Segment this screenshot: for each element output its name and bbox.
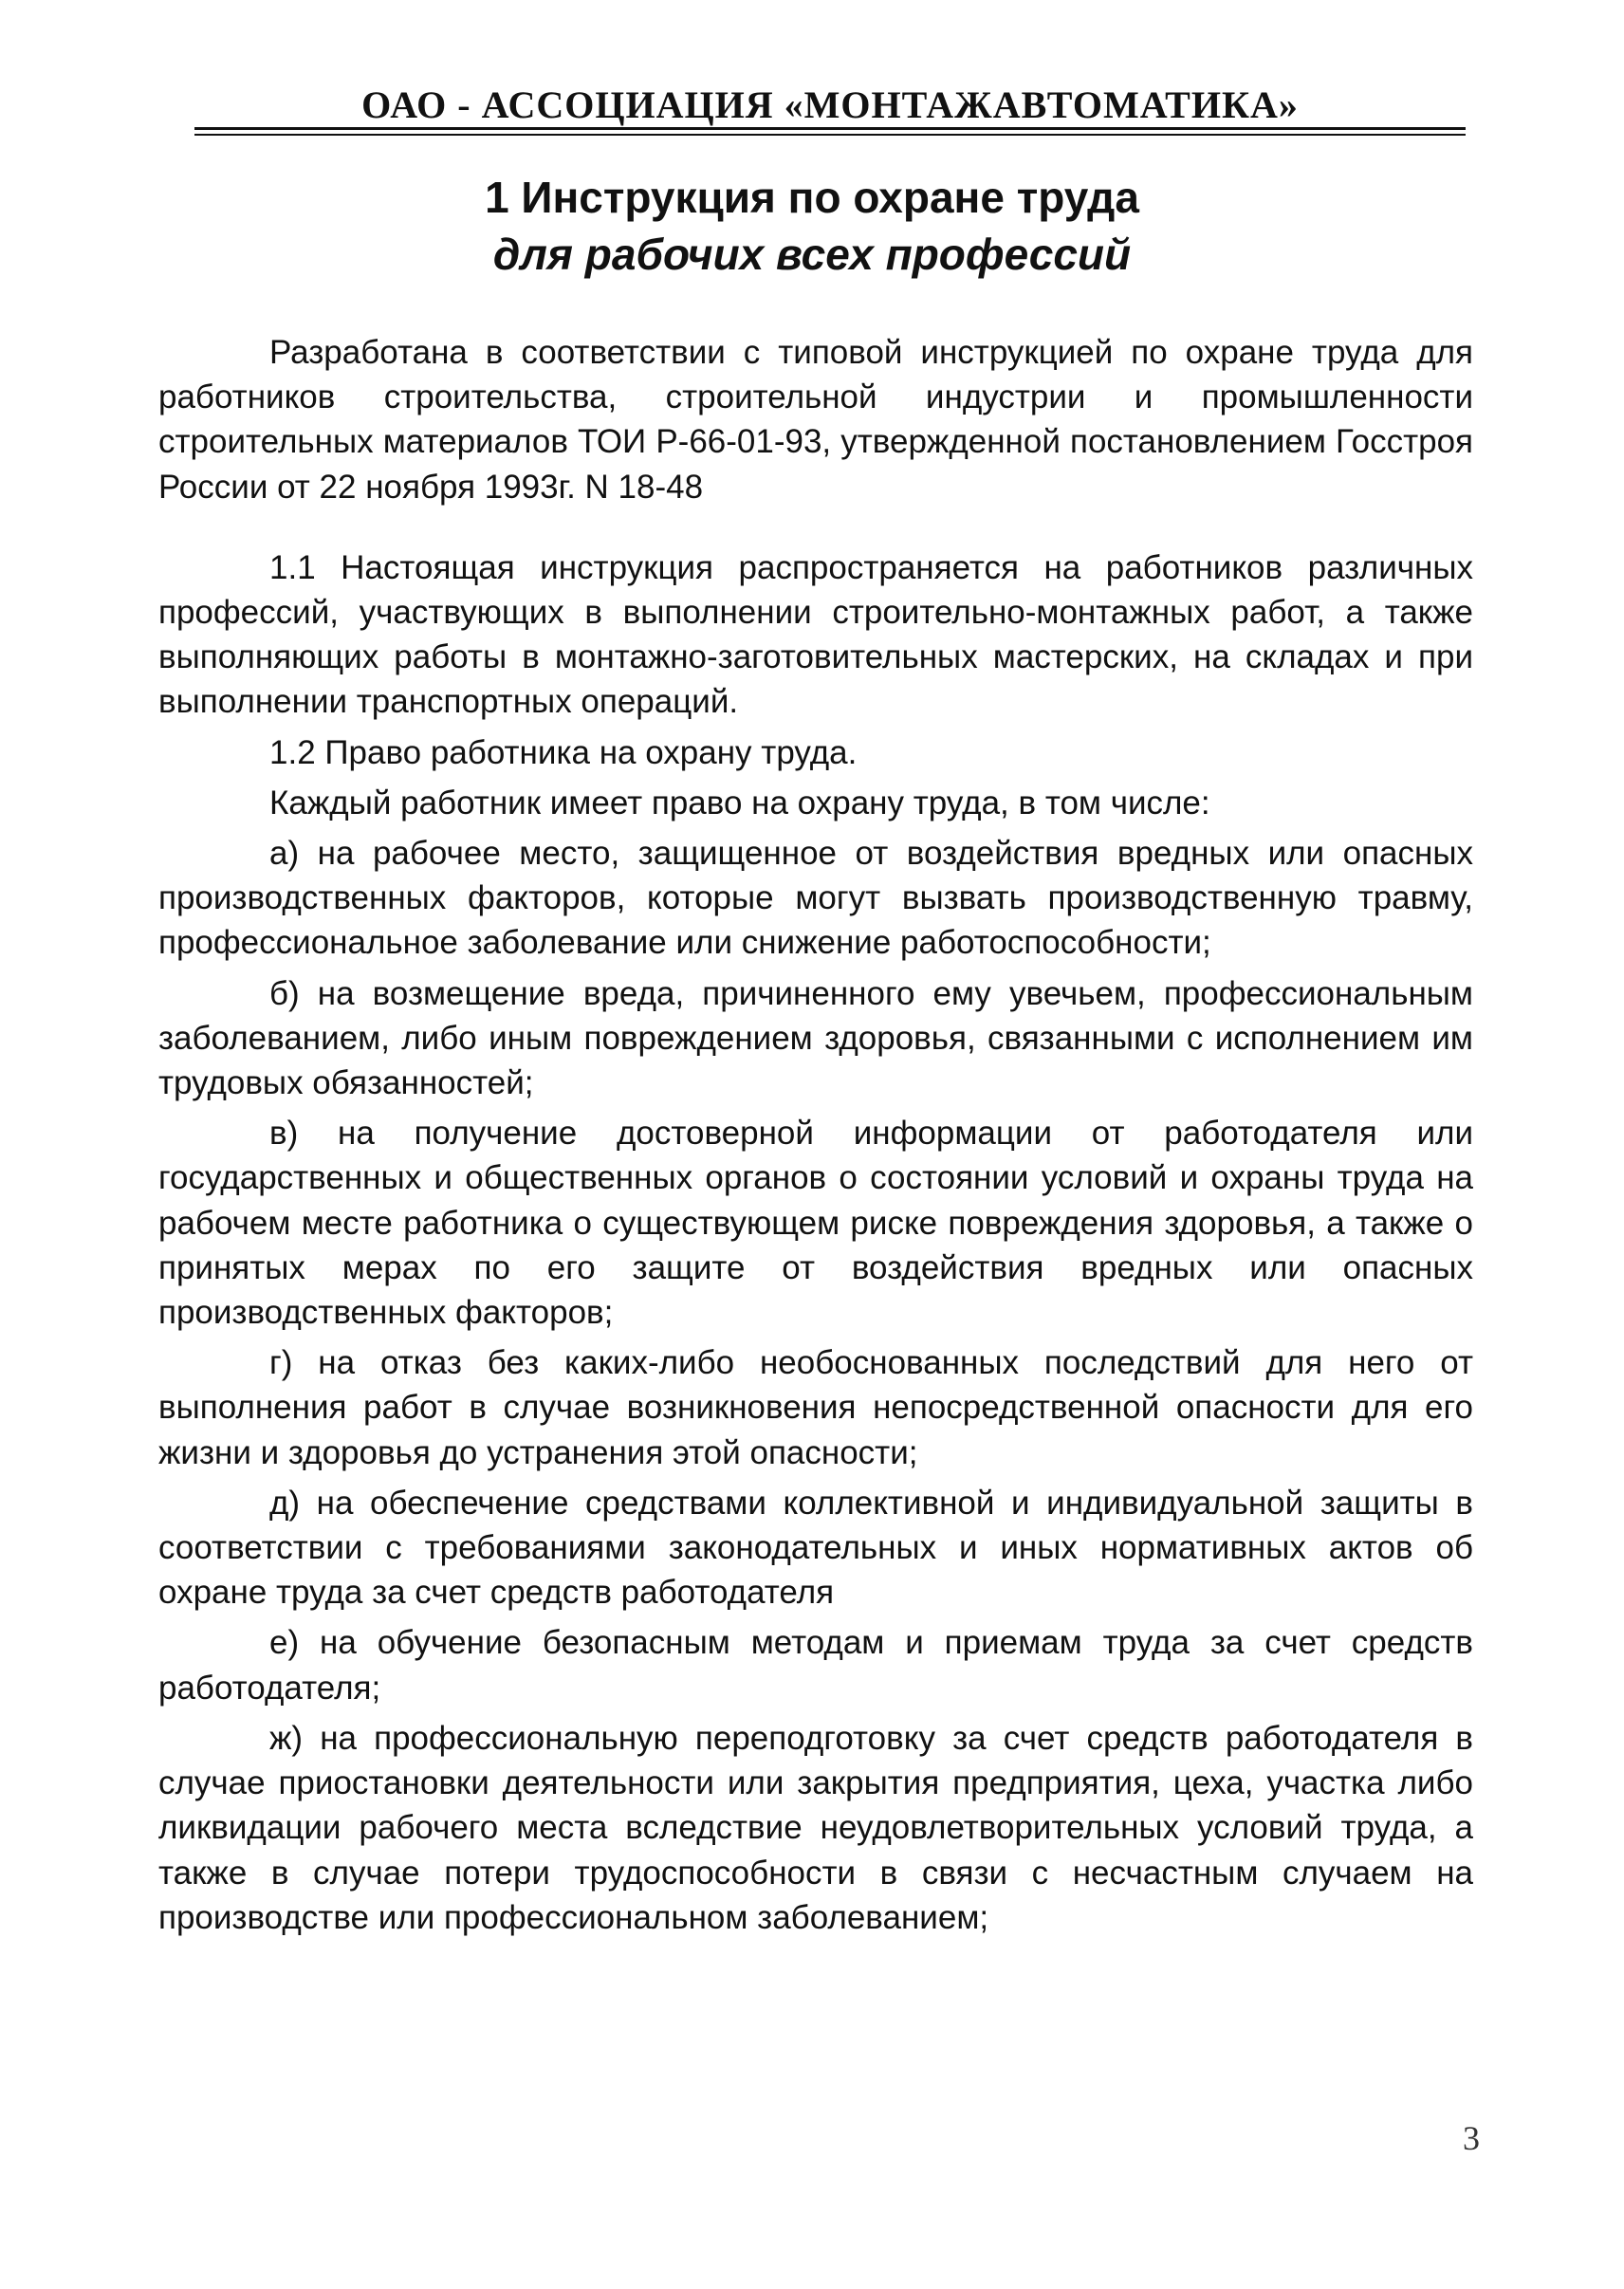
rights-intro: Каждый работник имеет право на охрану труда, в том числе: (269, 784, 1210, 821)
page-number: 3 (1463, 2119, 1480, 2157)
organization-name: ОАО - АССОЦИАЦИЯ «МОНТАЖАВТОМАТИКА» (361, 83, 1299, 126)
right-item-e: е) на обучение безопасным методам и приемам труда за счет средств работодателя; (158, 1624, 1473, 1707)
right-item-zh: ж) на профессиональную переподготовку за счет средств работодателя в случае приостановки деятельности или закрытия предприятия, цеха, участка либо ликвидации рабочего места вследствие неудовлетворительных условий труда, а также в случае потери трудоспособности в связи с несчастным случаем на производстве или профессиональном заболеванием; (158, 1719, 1473, 1936)
document-body (158, 330, 1473, 1940)
document-title (0, 169, 1624, 283)
right-item-d: д) на обеспечение средствами коллективной и индивидуальной защиты в соответствии с требованиями законодательных и иных нормативных актов об охране труда за счет средств работодателя (158, 1484, 1473, 1612)
intro-paragraph: Разработана в соответствии с типовой инструкцией по охране труда для работников строительства, строительной индустрии и промышленности строительных материалов ТОИ Р-66-01-93, утвержденной постановлением Госстроя России от 22 ноября 1993г. N 18-48 (158, 334, 1473, 506)
organization-header (194, 83, 1466, 127)
right-item-b: б) на возмещение вреда, причиненного ему увечьем, профессиональным заболеванием, либо иным повреждением здоровья, связанными с исполнением им трудовых обязанностей; (158, 974, 1473, 1102)
header-rule-secondary (194, 134, 1466, 136)
right-item-a: а) на рабочее место, защищенное от воздействия вредных или опасных производственных факторов, которые могут вызвать производственную травму, профессиональное заболевание или снижение работоспособности; (158, 835, 1473, 962)
section-1-1: 1.1 Настоящая инструкция распространяется на работников различных профессий, участвующих в выполнении строительно-монтажных работ, а также выполняющих работы в монтажно-заготовительных мастерских, на складах и при выполнении транспортных операций. (158, 548, 1473, 721)
right-item-v: в) на получение достоверной информации от работодателя или государственных и общественных органов о состоянии условий и охраны труда на рабочем месте работника о существующем риске повреждения здоровья, а также о принятых мерах по его защите от воздействия вредных или опасных производственных факторов; (158, 1115, 1473, 1332)
title-line-1: 1 Инструкция по охране труда (485, 173, 1139, 222)
header-rule (194, 127, 1466, 130)
title-line-2: для рабочих всех профессий (492, 230, 1132, 279)
section-1-2: 1.2 Право работника на охрану труда. (269, 733, 858, 771)
right-item-g: г) на отказ без каких-либо необоснованных последствий для него от выполнения работ в случае возникновения непосредственной опасности для его жизни и здоровья до устранения этой опасности; (158, 1344, 1473, 1471)
